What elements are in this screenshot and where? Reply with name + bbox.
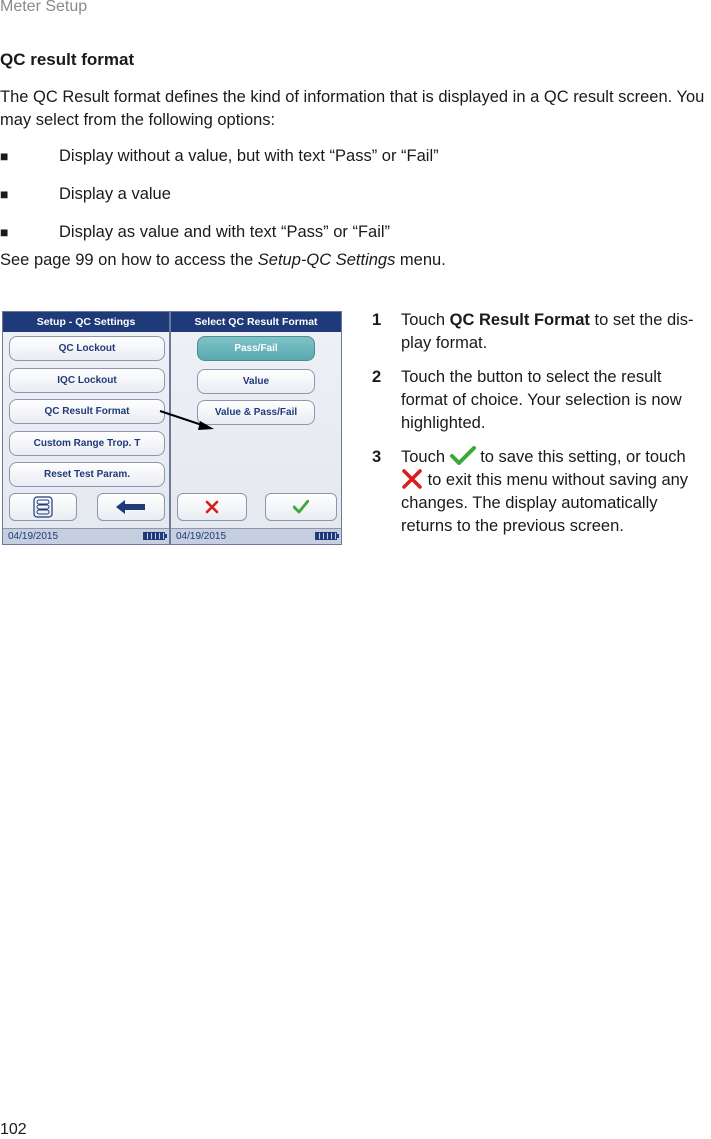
see-page-pre: See page 99 on how to access the <box>0 251 258 269</box>
step-text: Touch the button to select the result format of choice. Your selection is now highlighted. <box>401 368 682 432</box>
cancel-x-icon <box>205 500 219 514</box>
section-title: QC result format <box>0 50 135 69</box>
menu-list-button[interactable] <box>9 493 77 521</box>
step-number: 1 <box>372 311 382 329</box>
status-date: 04/19/2015 <box>8 531 59 542</box>
back-button[interactable] <box>97 493 165 521</box>
step-number: 3 <box>372 448 382 466</box>
step-text: Touch <box>401 448 450 466</box>
value-option-button[interactable]: Value <box>197 369 315 394</box>
battery-icon <box>143 532 165 540</box>
step-number: 2 <box>372 368 382 386</box>
bullet-square-icon: ■ <box>0 224 9 240</box>
setup-qc-settings-screen <box>2 311 170 545</box>
page-number: 102 <box>0 1121 27 1138</box>
option-list <box>0 147 700 261</box>
pass-fail-option-button[interactable]: Pass/Fail <box>197 336 315 361</box>
step-text: to set the dis-play format. <box>401 311 694 352</box>
value-and-pass-fail-option-button[interactable]: Value & Pass/Fail <box>197 400 315 425</box>
step-bold-label: QC Result Format <box>449 311 590 329</box>
back-arrow-icon <box>116 500 146 514</box>
iqc-lockout-button[interactable]: IQC Lockout <box>9 368 165 393</box>
option-text: Display as value and with text “Pass” or “Fail” <box>59 223 391 241</box>
see-page-post: menu. <box>395 251 446 269</box>
confirm-check-icon <box>450 446 476 466</box>
running-header: Meter Setup <box>0 0 88 15</box>
option-text: Display a value <box>59 185 171 203</box>
step-item <box>372 366 711 435</box>
status-bar <box>171 528 341 544</box>
status-date: 04/19/2015 <box>176 531 227 542</box>
confirm-check-icon <box>293 500 309 514</box>
qc-result-format-button[interactable]: QC Result Format <box>9 399 165 424</box>
option-list-item <box>0 147 700 185</box>
see-page-note <box>0 251 446 270</box>
select-qc-result-format-screen <box>170 311 342 545</box>
confirm-button[interactable] <box>265 493 337 521</box>
list-icon <box>33 496 53 518</box>
step-text: to exit this menu without saving any changes. The display automatically returns to the previous screen. <box>401 471 689 535</box>
step-text: to save this setting, or touch <box>475 448 686 466</box>
menu-name: Setup-QC Settings <box>257 251 396 269</box>
battery-icon <box>315 532 337 540</box>
step-text: Touch <box>401 311 450 329</box>
intro-paragraph: The QC Result format defines the kind of information that is displayed in a QC result screen. You may select from the following options: <box>0 88 705 129</box>
qc-lockout-button[interactable]: QC Lockout <box>9 336 165 361</box>
bullet-square-icon: ■ <box>0 186 9 202</box>
step-item <box>372 446 711 538</box>
custom-range-trop-t-button[interactable]: Custom Range Trop. T <box>9 431 165 456</box>
cancel-x-icon <box>401 469 423 489</box>
cancel-button[interactable] <box>177 493 247 521</box>
step-item <box>372 309 711 355</box>
screen-title: Select QC Result Format <box>171 312 341 332</box>
bullet-square-icon: ■ <box>0 148 9 164</box>
option-text: Display without a value, but with text “Pass” or “Fail” <box>59 147 439 165</box>
option-list-item <box>0 185 700 223</box>
instruction-steps <box>372 309 711 549</box>
reset-test-param-button[interactable]: Reset Test Param. <box>9 462 165 487</box>
screen-title: Setup - QC Settings <box>3 312 169 332</box>
status-bar <box>3 528 169 544</box>
